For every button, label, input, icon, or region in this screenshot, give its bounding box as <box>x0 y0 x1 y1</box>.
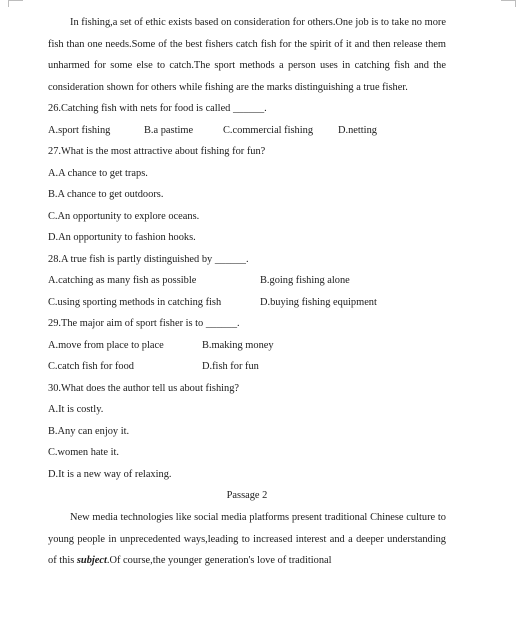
options-row <box>48 356 446 378</box>
options-row <box>48 120 446 142</box>
question-stem: 29.The major aim of sport fisher is to ______. <box>48 318 240 329</box>
option-c: C.An opportunity to explore oceans. <box>48 210 200 222</box>
option-d: D.An opportunity to fashion hooks. <box>48 232 196 243</box>
passage1-paragraph: In fishing,a set of ethic exists based on consideration for others.One job is to take no more fish than one needs.Some of the best fishers catch fish for the spirit of it and then release them unharmed for some else to catch.The sport methods a person uses in catching fish and the consideration shown for others while fishing are the marks distinguishing a true fisher. <box>48 17 446 93</box>
option-d: D.netting <box>338 124 377 136</box>
passage2-paragraph <box>48 507 446 572</box>
question-27 <box>48 141 446 249</box>
option-c: C.catch fish for food <box>48 361 134 372</box>
option-b: B.Any can enjoy it. <box>48 425 130 437</box>
question-29 <box>48 313 446 378</box>
option-b: B.going fishing alone <box>260 275 350 286</box>
options-row <box>48 270 446 292</box>
question-stem: 28.A true fish is partly distinguished by ______. <box>48 253 249 265</box>
option-d: D.buying fishing equipment <box>260 296 377 308</box>
option-a: A.move from place to place <box>48 339 164 351</box>
question-stem: 30.What does the author tell us about fishing? <box>48 382 240 394</box>
option-d: D.It is a new way of relaxing. <box>48 468 172 480</box>
passage2-emphasis-word: subject <box>76 555 107 566</box>
question-26 <box>48 98 446 141</box>
passage2-text-after: .Of course,the younger generation's love of traditional <box>106 555 332 566</box>
options-row <box>48 292 446 314</box>
option-a: A.A chance to get traps. <box>48 167 148 179</box>
option-a: A.catching as many fish as possible <box>48 275 197 286</box>
option-c: C.commercial fishing <box>223 124 314 136</box>
option-b: B.a pastime <box>144 124 194 136</box>
passage2-title: Passage 2 <box>226 490 268 501</box>
question-stem: 26.Catching fish with nets for food is called ______. <box>48 103 267 114</box>
page-corner-mark-right <box>501 0 516 7</box>
document-page <box>48 12 446 572</box>
question-stem: 27.What is the most attractive about fishing for fun? <box>48 146 266 157</box>
option-c: C.using sporting methods in catching fish <box>48 296 222 308</box>
passage2-text-before: New media technologies like social media platforms present traditional Chinese culture to young people in unprecedented ways,leading to increased interest and a deeper understanding of this <box>48 512 446 566</box>
question-28 <box>48 249 446 314</box>
options-row <box>48 335 446 357</box>
option-a: A.It is costly. <box>48 404 104 415</box>
option-b: B.A chance to get outdoors. <box>48 189 164 200</box>
page-corner-mark-left <box>8 0 23 7</box>
question-30 <box>48 378 446 486</box>
option-b: B.making money <box>202 339 274 351</box>
option-a: A.sport fishing <box>48 124 111 136</box>
option-d: D.fish for fun <box>202 361 259 372</box>
option-c: C.women hate it. <box>48 447 119 458</box>
